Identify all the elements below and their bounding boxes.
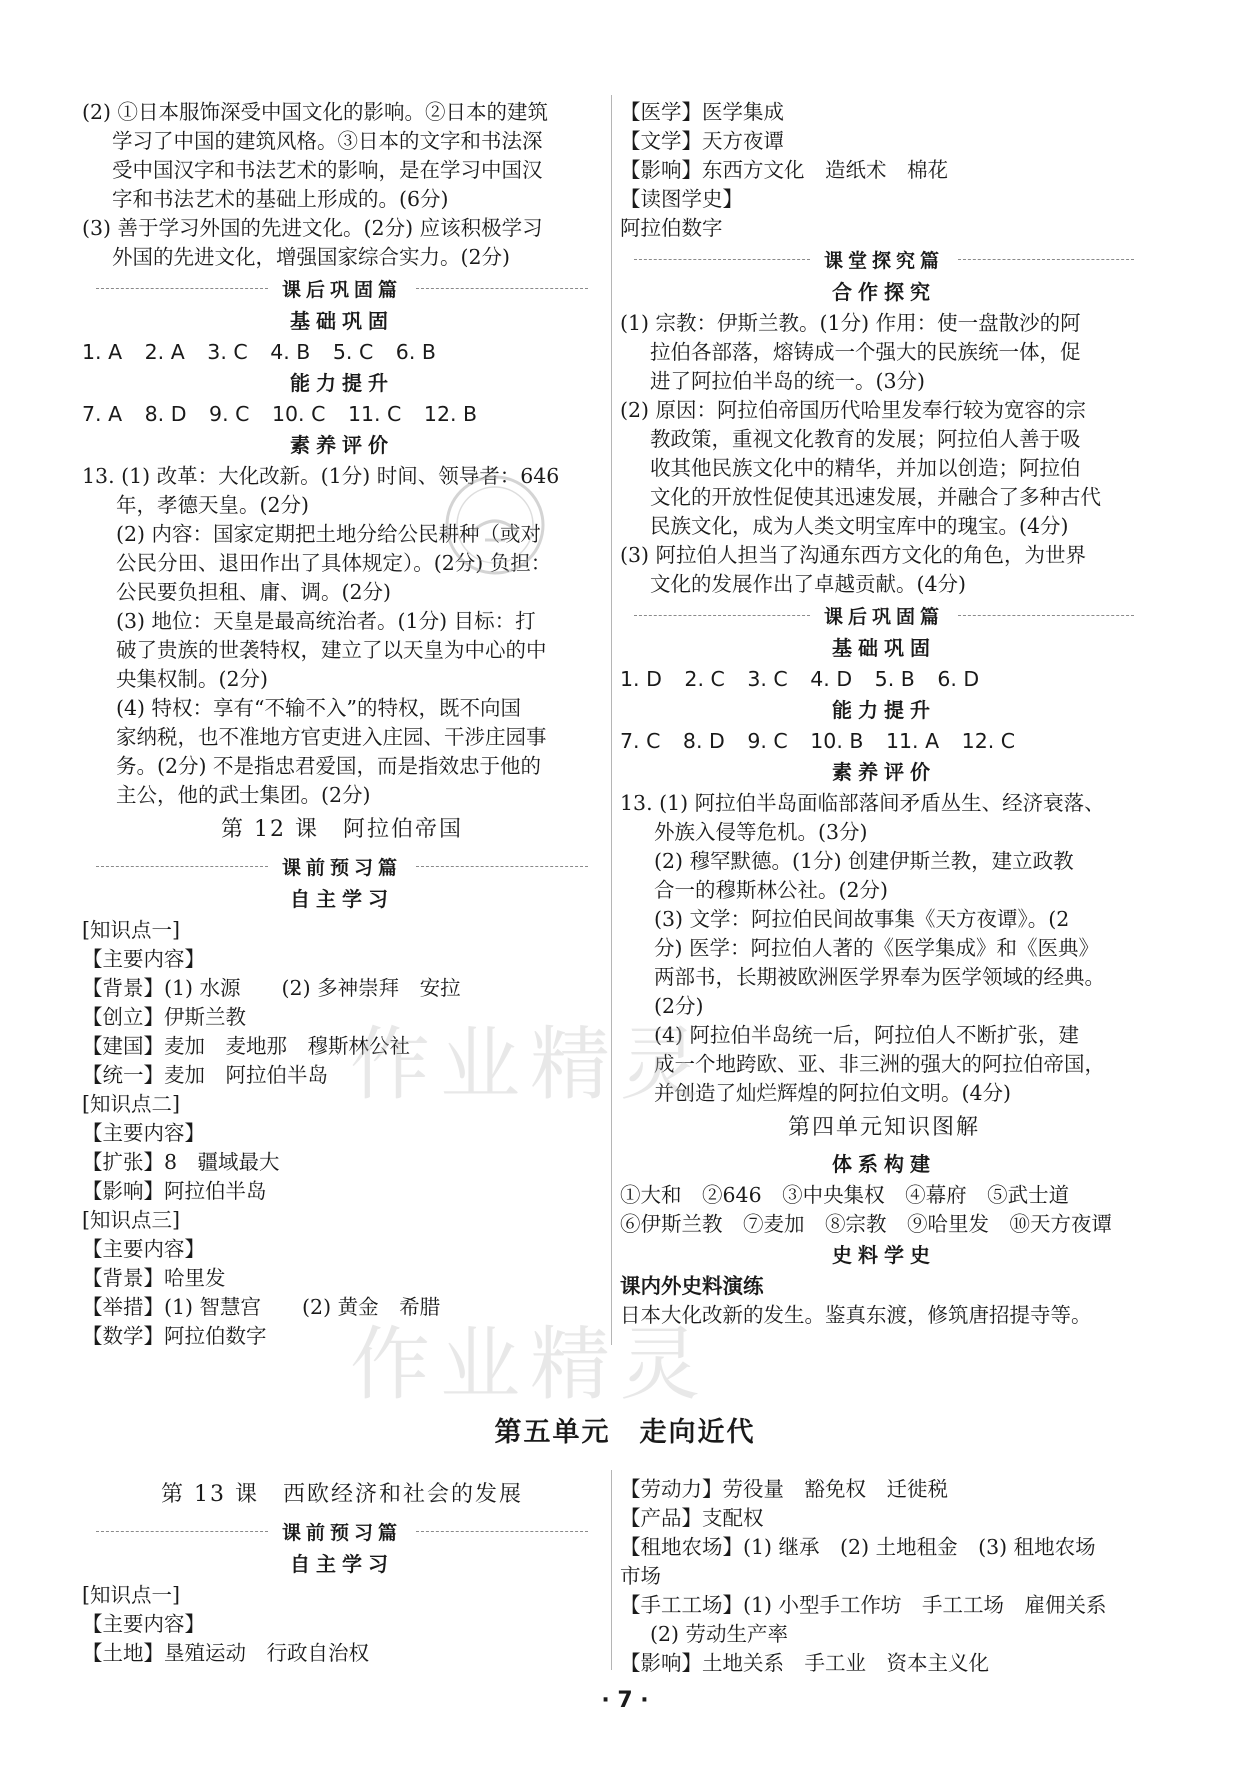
knowledge-line: [知识点一] [82,1583,180,1607]
lesson-13-title: 第 13 课 西欧经济和社会的发展 [161,1482,523,1507]
text-line: 13. (1) 改革：大化改新。(1分) 时间、领导者：646 [82,464,560,488]
knowledge-line: 【土地】垦殖运动 行政自治权 [82,1641,369,1665]
knowledge-line: 【产品】支配权 [620,1506,764,1530]
knowledge-line: 市场 [620,1564,661,1588]
left-column [82,98,602,1351]
unit-4-diagram-title: 第四单元知识图解 [787,1115,980,1140]
unit-5-left-column [82,1475,602,1668]
text-line: 公民分田、退田作出了具体规定）。(2分) 负担： [116,551,552,575]
page-number: · 7 · [601,1688,649,1713]
knowledge-line: (2) 劳动生产率 [650,1622,789,1646]
knowledge-line: 【统一】麦加 阿拉伯半岛 [82,1063,328,1087]
lesson-12-title: 第 12 课 阿拉伯帝国 [221,817,463,842]
ability-answers [82,400,602,429]
text-line: 进了阿拉伯半岛的统一。(3分) [650,369,926,393]
subheading-ability: 能力提升 [290,371,394,395]
text-line: (2) ①日本服饰深受中国文化的影响。②日本的建筑 [82,100,549,124]
answer-item: 8. D [144,402,187,426]
text-line: 教政策，重视文化教育的发展；阿拉伯人善于吸 [650,427,1081,451]
text-line: 拉伯各部落，熔铸成一个强大的民族统一体，促 [650,340,1081,364]
answer-item: 2. A [144,340,185,364]
text-line: 年，孝德天皇。(2分) [116,493,310,517]
knowledge-line: 【主要内容】 [82,1237,205,1261]
answer-item: 10. B [810,729,864,753]
knowledge-line: 【手工工场】(1) 小型手工作坊 手工工场 雇佣关系 [620,1593,1107,1617]
watermark: 作业精灵 [350,1318,710,1411]
knowledge-line: 【创立】伊斯兰教 [82,1005,246,1029]
text-line: (2) 内容：国家定期把土地分给公民耕种（或对 [116,522,542,546]
answer-item: 7. A [82,402,123,426]
text-line: 受中国汉字和书法艺术的影响，是在学习中国汉 [112,158,543,182]
text-line: 分) 医学：阿拉伯人著的《医学集成》和《医典》 [654,936,1100,960]
answer-item: 11. C [347,402,402,426]
knowledge-line: 【劳动力】劳役量 豁免权 迁徙税 [620,1477,948,1501]
subheading-self-study: 自主学习 [290,1552,394,1576]
text-line: 【文学】天方夜谭 [620,129,784,153]
answer-item: 1. A [82,340,123,364]
column-divider-lower [611,1470,612,1670]
text-line: 收其他民族文化中的精华，并加以创造；阿拉伯 [650,456,1081,480]
knowledge-line: [知识点三] [82,1208,180,1232]
answer-item: 3. C [207,340,248,364]
knowledge-line: 【数学】阿拉伯数字 [82,1324,267,1348]
unit-5-right-column [620,1475,1148,1678]
subheading-literacy: 素养评价 [832,760,936,784]
answer-item: 4. D [810,667,853,691]
text-line: (2) 穆罕默德。(1分) 创建伊斯兰教，建立政教 [654,849,1074,873]
text-line: 主公，他的武士集团。(2分) [116,783,371,807]
system-line: ①大和 ②646 ③中央集权 ④幕府 ⑤武士道 [620,1183,1070,1207]
text-line: (3) 地位：天皇是最高统治者。(1分) 目标：打 [116,609,536,633]
text-line: (2) 原因：阿拉伯帝国历代哈里发奉行较为宽容的宗 [620,398,1087,422]
answer-item: 4. B [270,340,311,364]
section-heading-preview: 课前预习篇 [82,850,602,883]
text-line: 成一个地跨欧、亚、非三洲的强大的阿拉伯帝国， [654,1052,1105,1076]
basic-answers [620,665,1148,694]
knowledge-line: 【建国】麦加 麦地那 穆斯林公社 [82,1034,410,1058]
knowledge-line: 【背景】哈里发 [82,1266,226,1290]
knowledge-line: 【主要内容】 [82,1612,205,1636]
text-line: 两部书，长期被欧洲医学界奉为医学领域的经典。 [654,965,1105,989]
answer-item: 5. C [332,340,374,364]
stamp-logo [440,470,550,580]
right-column [620,98,1148,1330]
knowledge-line: 【租地农场】(1) 继承 (2) 土地租金 (3) 租地农场 [620,1535,1096,1559]
text-line: (2分) [654,994,704,1018]
section-heading-after-class: 课后巩固篇 [620,599,1148,632]
unit-5-title: 第五单元 走向近代 [494,1417,756,1448]
history-text: 日本大化改新的发生。鉴真东渡，修筑唐招提寺等。 [620,1303,1092,1327]
text-line: 【读图学史】 [620,187,743,211]
text-line: (4) 阿拉伯半岛统一后，阿拉伯人不断扩张，建 [654,1023,1080,1047]
basic-answers [82,338,602,367]
knowledge-line: 【影响】阿拉伯半岛 [82,1179,267,1203]
text-line: 破了贵族的世袭特权，建立了以天皇为中心的中 [116,638,547,662]
text-line: 【影响】东西方文化 造纸术 棉花 [620,158,948,182]
knowledge-line: [知识点二] [82,1092,180,1116]
text-line: (3) 文学：阿拉伯民间故事集《天方夜谭》。(2 [654,907,1070,931]
text-line: 学习了中国的建筑风格。③日本的文字和书法深 [112,129,543,153]
answer-item: 3. C [747,667,788,691]
answer-item: 12. B [423,402,478,426]
text-line: (4) 特权：享有“不输不入”的特权，既不向国 [116,696,522,720]
knowledge-line: 【主要内容】 [82,1121,205,1145]
text-line: 字和书法艺术的基础上形成的。(6分) [112,187,449,211]
section-heading-preview: 课前预习篇 [82,1515,602,1548]
answer-item: 7. C [620,729,661,753]
text-line: 文化的发展作出了卓越贡献。(4分) [650,572,967,596]
answer-item: 11. A [885,729,940,753]
watermark: 作业精灵 [350,1018,710,1111]
subheading-basic: 基础巩固 [832,636,936,660]
history-subheading: 课内外史料演练 [620,1274,764,1298]
subheading-system: 体系构建 [832,1152,936,1176]
knowledge-line: 【主要内容】 [82,947,205,971]
answer-item: 9. C [747,729,788,753]
text-line: 央集权制。(2分) [116,667,269,691]
answer-item: 6. D [937,667,980,691]
subheading-ability: 能力提升 [832,698,936,722]
subheading-history: 史料学史 [832,1243,936,1267]
text-line: 务。(2分) 不是指忠君爱国，而是指效忠于他的 [116,754,542,778]
text-line: 13. (1) 阿拉伯半岛面临部落间矛盾丛生、经济衰落、 [620,791,1105,815]
text-line: 民族文化，成为人类文明宝库中的瑰宝。(4分) [650,514,1069,538]
column-divider [611,95,612,1345]
subheading-basic: 基础巩固 [290,309,394,333]
section-heading-after-class: 课后巩固篇 [82,272,602,305]
text-line: (3) 善于学习外国的先进文化。(2分) 应该积极学习 [82,216,543,240]
text-line: 阿拉伯数字 [620,216,723,240]
text-line: (1) 宗教：伊斯兰教。(1分) 作用：使一盘散沙的阿 [620,311,1081,335]
text-line: 【医学】医学集成 [620,100,784,124]
text-line: 文化的开放性促使其迅速发展，并融合了多种古代 [650,485,1101,509]
text-line: 外族入侵等危机。(3分) [654,820,868,844]
answer-item: 9. C [209,402,250,426]
text-line: 外国的先进文化，增强国家综合实力。(2分) [112,245,511,269]
answer-item: 2. C [684,667,725,691]
system-line: ⑥伊斯兰教 ⑦麦加 ⑧宗教 ⑨哈里发 ⑩天方夜谭 [620,1212,1112,1236]
knowledge-line: 【背景】(1) 水源 (2) 多神崇拜 安拉 [82,976,461,1000]
knowledge-line: 【影响】土地关系 手工业 资本主义化 [620,1651,989,1675]
answer-item: 10. C [271,402,326,426]
knowledge-line: 【举措】(1) 智慧宫 (2) 黄金 希腊 [82,1295,441,1319]
answer-item: 1. D [620,667,662,691]
knowledge-line: 【扩张】8 疆域最大 [82,1150,280,1174]
answer-item: 8. D [682,729,725,753]
text-line: (3) 阿拉伯人担当了沟通东西方文化的角色，为世界 [620,543,1087,567]
answer-item: 12. C [961,729,1016,753]
text-line: 并创造了灿烂辉煌的阿拉伯文明。(4分) [654,1081,1012,1105]
answer-item: 6. B [395,340,436,364]
section-heading-inquiry: 课堂探究篇 [620,243,1148,276]
text-line: 合一的穆斯林公社。(2分) [654,878,889,902]
knowledge-line: [知识点一] [82,918,180,942]
subheading-cooperation: 合作探究 [832,280,936,304]
subheading-self-study: 自主学习 [290,887,394,911]
text-line: 公民要负担租、庸、调。(2分) [116,580,392,604]
subheading-literacy: 素养评价 [290,433,394,457]
ability-answers [620,727,1148,756]
text-line: 家纳税，也不准地方官吏进入庄园、干涉庄园事 [116,725,547,749]
answer-item: 5. B [874,667,915,691]
